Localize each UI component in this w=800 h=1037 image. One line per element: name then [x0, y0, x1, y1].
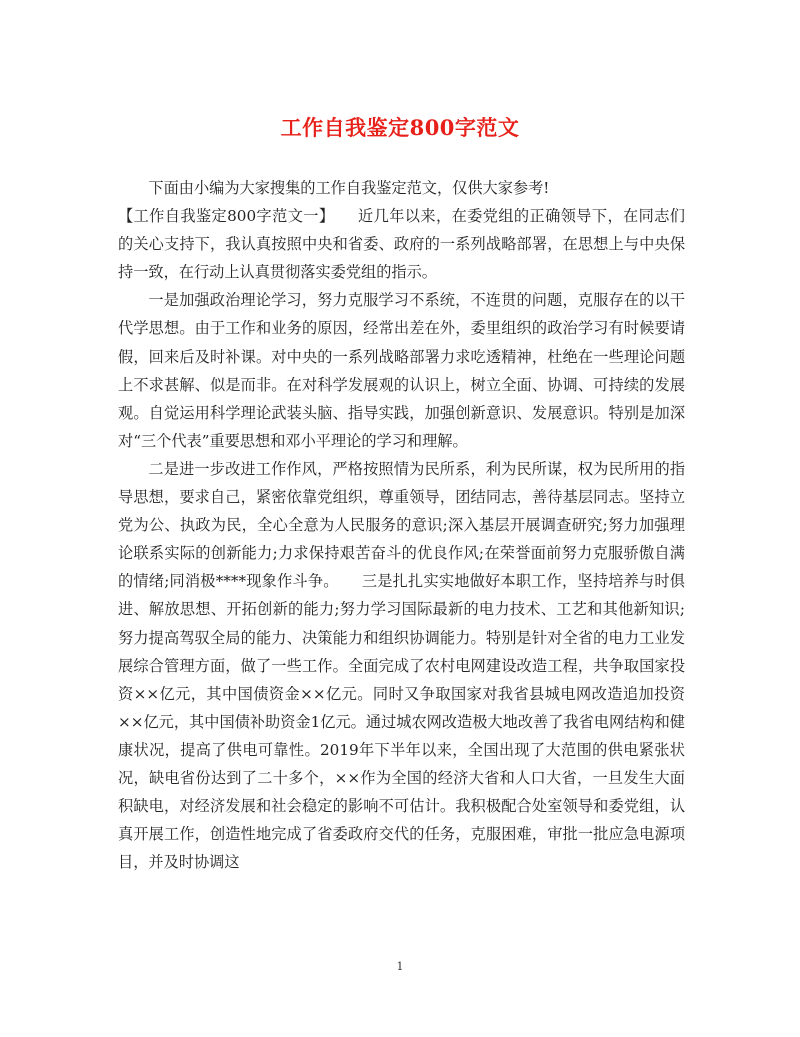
document-body [118, 174, 685, 876]
paragraph-1: 【工作自我鉴定800字范文一】 近几年以来，在委党组的正确领导下，在同志们的关心支持下，我认真按照中央和省委、政府的一系列战略部署，在思想上与中央保持一致，在行动上认真贯彻落实委党组的指示。 [118, 207, 685, 282]
paragraph-2: 一是加强政治理论学习，努力克服学习不系统，不连贯的问题，克服存在的以干代学思想。由于工作和业务的原因，经常出差在外，委里组织的政治学习有时候要请假，回来后及时补课。对中央的一系列战略部署力求吃透精神，杜绝在一些理论问题上不求甚解、似是而非。在对科学发展观的认识上，树立全面、协调、可持续的发展观。自觉运用科学理论武装头脑、指导实践，加强创新意识、发展意识。特别是加深对“三个代表”重要思想和邓小平理论的学习和理解。 [118, 291, 685, 450]
page-title: 工作自我鉴定800字范文 [280, 115, 520, 140]
page-number: 1 [396, 960, 404, 973]
intro-paragraph: 下面由小编为大家搜集的工作自我鉴定范文，仅供大家参考! [148, 179, 550, 197]
paragraph-3: 二是进一步改进工作作风，严格按照情为民所系，利为民所谋，权为民所用的指导思想，要求自己，紧密依靠党组织，尊重领导，团结同志，善待基层同志。坚持立党为公、执政为民，全心全意为人民服务的意识;深入基层开展调查研究;努力加强理论联系实际的创新能力;力求保持艰苦奋斗的优良作风;在荣誉面前努力克服骄傲自满的情绪;同消极****现象作斗争。 三是扎扎实实地做好本职工作，坚持培养与时俱进、解放思想、开拓创新的能力;努力学习国际最新的电力技术、工艺和其他新知识;努力提高驾驭全局的能力、决策能力和组织协调能力。特别是针对全省的电力工业发展综合管理方面，做了一些工作。全面完成了农村电网建设改造工程，共争取国家投资××亿元，其中国债资金××亿元。同时又争取国家对我省县城电网改造追加投资××亿元，其中国债补助资金1亿元。通过城农网改造极大地改善了我省电网结构和健康状况，提高了供电可靠性。2019年下半年以来，全国出现了大范围的供电紧张状况，缺电省份达到了二十多个，××作为全国的经济大省和人口大省，一旦发生大面积缺电，对经济发展和社会稳定的影响不可估计。我积极配合处室领导和委党组，认真开展工作，创造性地完成了省委政府交代的任务，克服困难，审批一批应急电源项目，并及时协调这 [118, 459, 685, 872]
